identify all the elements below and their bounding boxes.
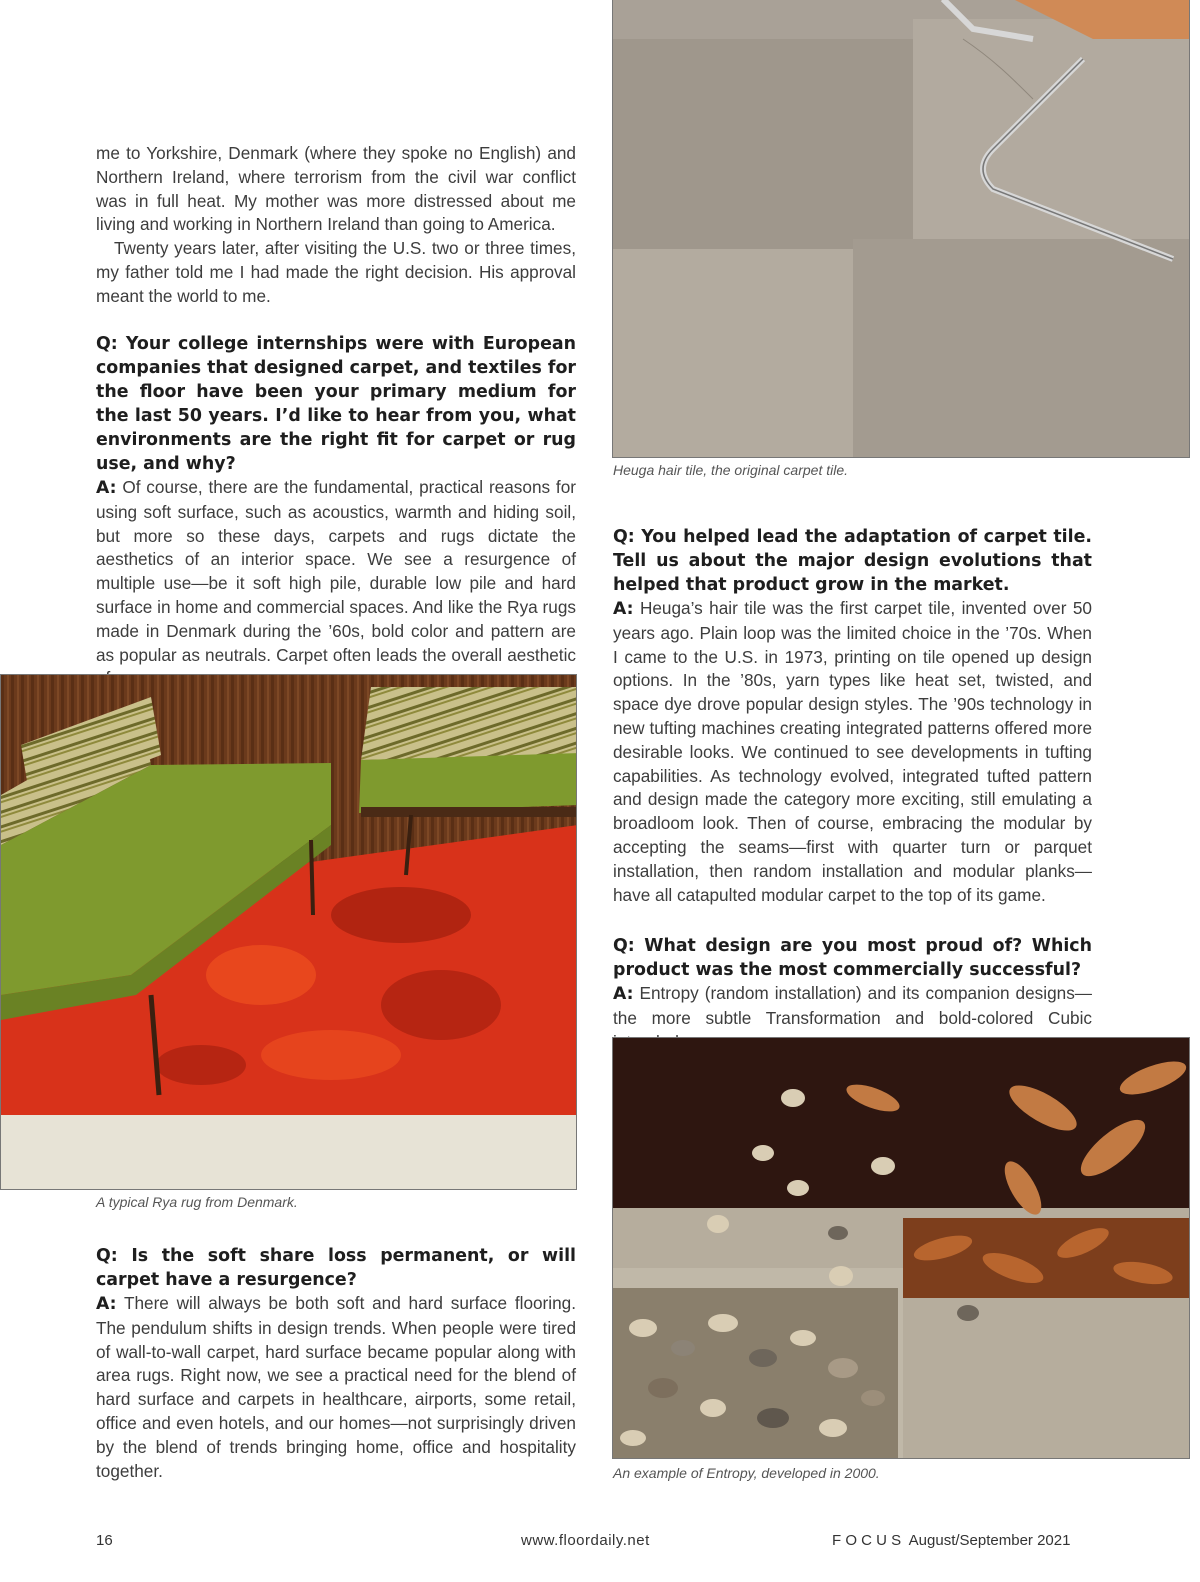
entropy-illustration (613, 1038, 1190, 1459)
entropy-caption: An example of Entropy, developed in 2000. (613, 1465, 880, 1481)
qa-block-3 (613, 525, 1092, 907)
heuga-tile-caption: Heuga hair tile, the original carpet tile. (613, 462, 849, 478)
left-intro-text (96, 142, 576, 309)
rya-rug-caption: A typical Rya rug from Denmark. (96, 1194, 298, 1210)
website-url[interactable]: www.floordaily.net (521, 1532, 650, 1549)
qa-block-1 (96, 332, 576, 691)
heuga-hair-tile-photo (612, 0, 1190, 458)
publication-title: F O C U S August/September 2021 (832, 1532, 1071, 1549)
page-number: 16 (96, 1532, 113, 1549)
qa-block-2 (96, 1244, 576, 1483)
answer-3-text: Heuga’s hair tile was the first carpet tile, invented over 50 years ago. Plain loop was the limited choice in the ’70s. When I came to the U.S. in 1973, printing on tile opened up design options. In the ’80s, yarn types like heat set, twisted, and space dye drove popular design styles. The ’90s technology in new tufting machines creating integrated patterns offered more desirable looks. We continued to see developments in tufting capabilities. As technology evolved, integrated tufted pattern and design made the category more exciting, still emulating a broadloom look. Then of course, embracing the modular by accepting the seams—first with quarter turn or parquet installation, then random installation and modular planks—have all catapulted modular carpet to the top of its game. (613, 598, 1092, 905)
entropy-photo (612, 1037, 1190, 1459)
question-4: Q: What design are you most proud of? Which product was the most commercially successful? (613, 936, 1092, 980)
question-2: Q: Is the soft share loss permanent, or will carpet have a resurgence? (96, 1246, 576, 1290)
question-1: Q: Your college internships were with European companies that designed carpet, and textiles for the floor have been your primary medium for the last 50 years. I’d like to hear from you, what environments are the right fit for carpet or rug use, and why? (96, 334, 576, 474)
answer-2 (96, 1292, 576, 1483)
rya-rug-photo (0, 674, 577, 1190)
rya-rug-illustration (1, 675, 577, 1190)
carpet-tile-illustration (613, 0, 1190, 458)
intro-paragraph-2: Twenty years later, after visiting the U.S. two or three times, my father told me I had made the right decision. His approval meant the world to me. (96, 238, 576, 306)
answer-1 (96, 476, 576, 691)
answer-1-label: A: (96, 478, 117, 498)
intro-paragraph-1: me to Yorkshire, Denmark (where they spoke no English) and Northern Ireland, where terrorism from the civil war conflict was in full heat. My mother was more distressed about me living and working in Northern Ireland than going to America. (96, 143, 576, 235)
answer-1-text: Of course, there are the fundamental, practical reasons for using soft surface, such as acoustics, warmth and hiding soil, but more so these days, carpets and rugs dictate the aesthetics of an interior space. We see a resurgence of multiple use—be it soft high pile, durable low pile and hard surface in home and commercial spaces. And like the Rya rugs made in Denmark during the ’60s, bold color and pattern are as popular as neutrals. Carpet often leads the overall aesthetic (96, 477, 576, 665)
question-3: Q: You helped lead the adaptation of carpet tile. Tell us about the major design evolutions that helped that product grow in the market. (613, 527, 1092, 595)
answer-4-text: Entropy (random installation) and its companion designs—the more subtle Transformation and bold-colored Cubic (613, 983, 1092, 1028)
answer-3-label: A: (613, 599, 634, 619)
answer-2-text: There will always be both soft and hard surface flooring. The pendulum shifts in design trends. When people were tired of wall-to-wall carpet, hard surface became popular along with area rugs. Right now, we see a practical need for the blend of hard surface and carpets in healthcare, airports, some retail, office and even hotels, and our homes—not surprisingly driven by the blend of trends bringing home, office and hospitality together. (96, 1293, 576, 1481)
answer-2-label: A: (96, 1294, 117, 1314)
answer-4-label: A: (613, 984, 634, 1004)
answer-3 (613, 597, 1092, 907)
